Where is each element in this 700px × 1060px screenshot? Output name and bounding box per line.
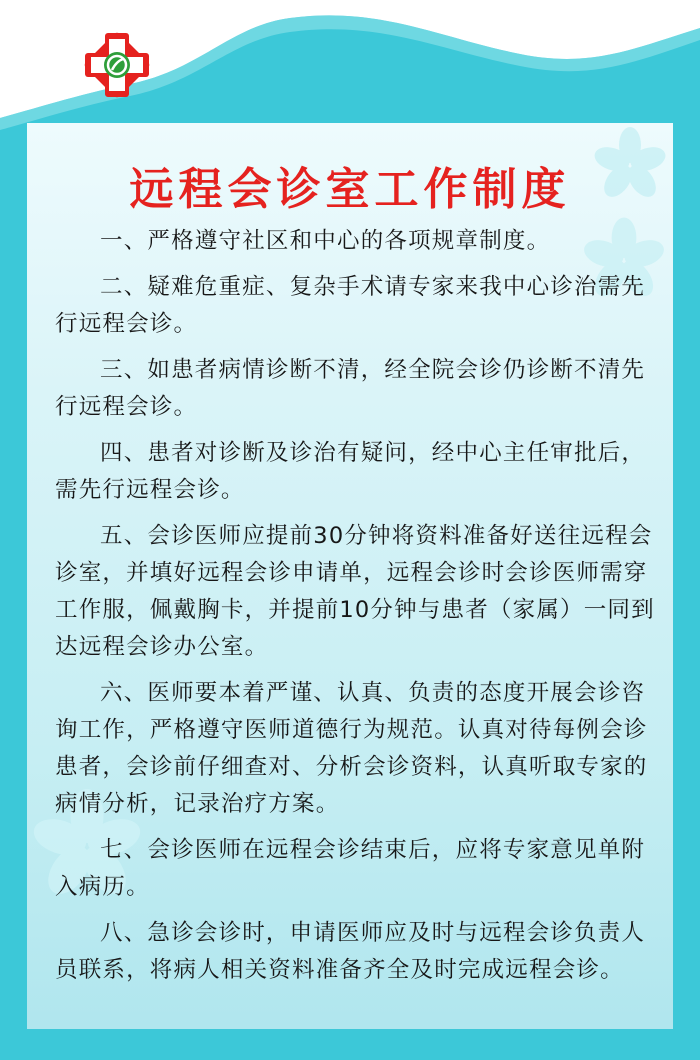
regulation-item-7: 七、会诊医师在远程会诊结束后，应将专家意见单附入病历。	[55, 837, 646, 900]
regulation-item-3: 三、如患者病情诊断不清，经全院会诊仍诊断不清先行远程会诊。	[55, 357, 646, 420]
regulation-item-6: 六、医师要本着严谨、认真、负责的态度开展会诊咨询工作，严格遵守医师道德行为规范。认真对待每例会诊患者，会诊前仔细查对、分析会诊资料，认真听取专家的病情分析，记录治疗方案。	[55, 680, 648, 817]
page-title: 远程会诊室工作制度	[129, 164, 571, 215]
regulation-item-1: 一、严格遵守社区和中心的各项规章制度。	[100, 228, 551, 254]
regulation-item-2: 二、疑难危重症、复杂手术请专家来我中心诊治需先行远程会诊。	[55, 274, 646, 337]
regulations-list	[55, 223, 655, 998]
regulation-item-4: 四、患者对诊断及诊治有疑问，经中心主任审批后，需先行远程会诊。	[55, 440, 646, 503]
regulation-item-5: 五、会诊医师应提前30分钟将资料准备好送往远程会诊室，并填好远程会诊申请单，远程会诊时会诊医师需穿工作服，佩戴胸卡，并提前10分钟与患者（家属）一同到达远程会诊办公室。	[55, 523, 655, 660]
medical-cross-logo-icon	[78, 26, 156, 104]
regulation-item-8: 八、急诊会诊时，申请医师应及时与远程会诊负责人员联系，将病人相关资料准备齐全及时完成远程会诊。	[55, 920, 646, 983]
notice-panel	[27, 123, 673, 1029]
